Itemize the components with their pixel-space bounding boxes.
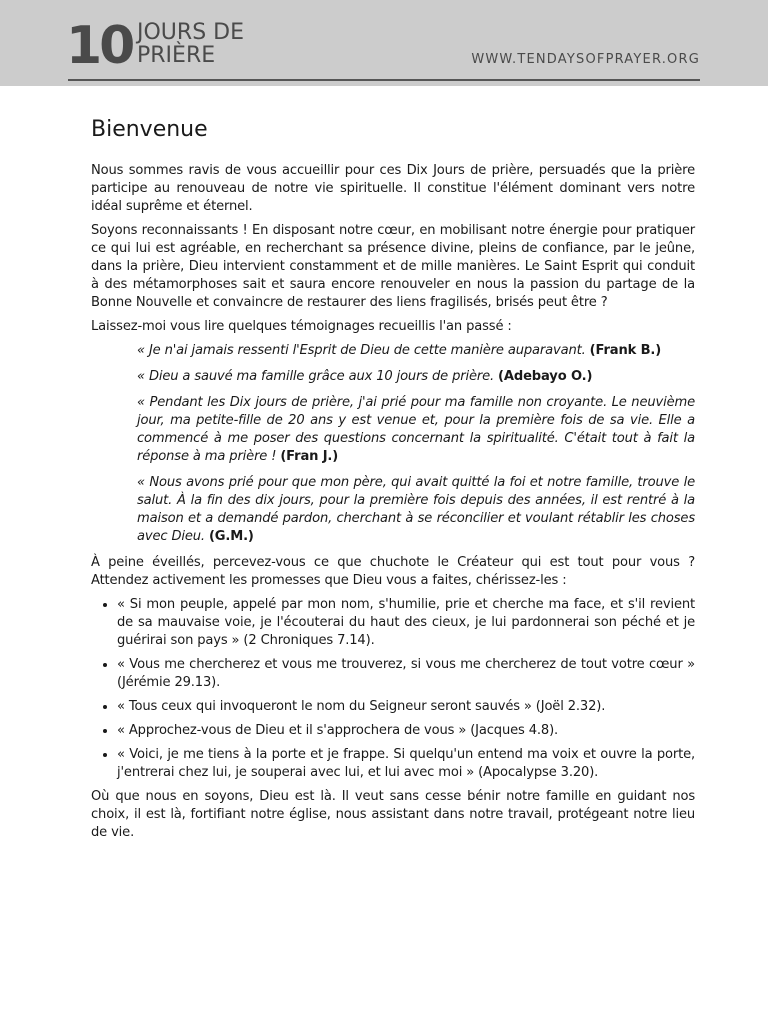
logo-number: 10 [66, 16, 133, 76]
promises-list [91, 596, 695, 782]
list-item: • « Approchez-vous de Dieu et il s'approchera de vous » (Jacques 4.8). [117, 722, 695, 740]
page-header [0, 0, 768, 86]
testimony-author: (Fran J.) [280, 449, 339, 464]
header-divider [68, 79, 700, 81]
intro-paragraph: Nous sommes ravis de vous accueillir pour ces Dix Jours de prière, persuadés que la prière participe au renouveau de notre vie spirituelle. Il constitue l'élément dominant vers notre idéal suprême et éternel. [91, 163, 695, 214]
testimony-text: « Dieu a sauvé ma famille grâce aux 10 jours de prière. [137, 369, 495, 384]
closing-paragraph: Où que nous en soyons, Dieu est là. Il veut sans cesse bénir notre famille en guidant nos choix, il est là, fortifiant notre église, nous assistant dans notre travail, protégeant notre lieu de vie. [91, 789, 695, 840]
testimony [137, 342, 695, 360]
promises-intro: À peine éveillés, percevez-vous ce que chuchote le Créateur qui est tout pour vous ? Attendez activement les promesses que Dieu vous a faites, chérissez-les : [91, 555, 695, 588]
testimony [137, 394, 695, 466]
page-title: Bienvenue [91, 117, 208, 142]
logo-line-2: PRIÈRE [137, 43, 216, 68]
list-item: • « Si mon peuple, appelé par mon nom, s'humilie, prie et cherche ma face, et s'il revient de sa mauvaise voie, je l'écouterai du haut des cieux, je lui pardonnerai son péché et je guérirai son pays » (2 Chroniques 7.14). [117, 596, 695, 650]
list-item: • « Voici, je me tiens à la porte et je frappe. Si quelqu'un entend ma voix et ouvre la porte, j'entrerai chez lui, je souperai avec lui, et lui avec moi » (Apocalypse 3.20). [117, 746, 695, 782]
gratitude-paragraph: Soyons reconnaissants ! En disposant notre cœur, en mobilisant notre énergie pour pratiquer ce qui lui est agréable, en recherchant sa présence divine, pleins de confiance, par le jeûne, dans la prière, Dieu intervient constamment et de mille manières. Le Saint Esprit qui conduit à des métamorphoses sait et saura encore renouveler en nous la passion du partage de la Bonne Nouvelle et convaincre de restaurer des liens fragilisés, brisés peut être ? [91, 223, 695, 310]
testimony-text: « Je n'ai jamais ressenti l'Esprit de Dieu de cette manière auparavant. [137, 343, 586, 358]
testimony-author: (Adebayo O.) [498, 369, 593, 384]
logo-line-1: JOURS DE [137, 20, 244, 45]
testimony-text: « Pendant les Dix jours de prière, j'ai prié pour ma famille non croyante. Le neuvième jour, ma petite-fille de 20 ans y est venue et, pour la première fois de sa vie. Elle a commencé à me poser des questions concernant la spiritualité. C'était tout à fait la réponse à ma prière ! [137, 395, 695, 464]
list-item: • « Tous ceux qui invoqueront le nom du Seigneur seront sauvés » (Joël 2.32). [117, 698, 695, 716]
testimony [137, 368, 695, 386]
testimony-author: (G.M.) [208, 529, 254, 544]
testimony-text: « Nous avons prié pour que mon père, qui avait quitté la foi et notre famille, trouve le salut. À la fin des dix jours, pour la première fois depuis des années, il est rentré à la maison et a demandé pardon, cherchant à se réconcilier et voulant rétablir les choses avec Dieu. [137, 475, 695, 544]
logo-title [137, 21, 244, 67]
testimony-author: (Frank B.) [589, 343, 662, 358]
testimony [137, 474, 695, 546]
site-url: WWW.TENDAYSOFPRAYER.ORG [471, 52, 700, 67]
list-item: • « Vous me chercherez et vous me trouverez, si vous me chercherez de tout votre cœur » (Jérémie 29.13). [117, 656, 695, 692]
testimonies-intro: Laissez-moi vous lire quelques témoignages recueillis l'an passé : [91, 319, 512, 334]
article [91, 115, 695, 848]
